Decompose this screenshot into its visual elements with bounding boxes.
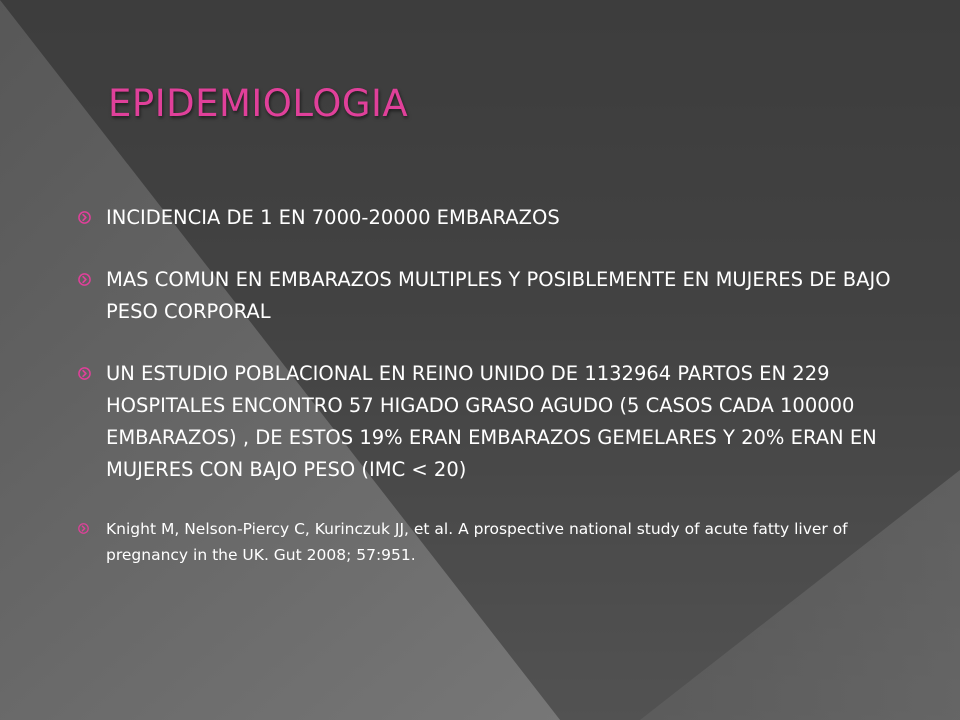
bullet-text: UN ESTUDIO POBLACIONAL EN REINO UNIDO DE 1132964 PARTOS EN 229 HOSPITALES ENCONTRO 57 HIGADO GRASO AGUDO (5 CASOS CADA 100000 EMBARAZOS) , DE ESTOS 19% ERAN EMBARAZOS GEMELARES Y 20% ERAN EN MUJERES CON BAJO PESO (IMC < 20) [106, 362, 877, 481]
circled-chevron-right-icon [78, 273, 91, 286]
reference-text: Knight M, Nelson-Piercy C, Kurinczuk JJ, et al. A prospective national study of acute fatty liver of pregnancy in the UK. Gut 2008; 57:951. [106, 520, 848, 564]
bullet-item [78, 358, 898, 486]
circled-chevron-right-icon [78, 523, 89, 534]
circled-chevron-right-icon [78, 211, 91, 224]
bullet-text: INCIDENCIA DE 1 EN 7000-20000 EMBARAZOS [106, 206, 560, 229]
bullet-item [78, 264, 898, 328]
bullet-item-reference [78, 516, 898, 568]
circled-chevron-right-icon [78, 367, 91, 380]
bullet-list [78, 202, 898, 598]
slide-title: EPIDEMIOLOGIA [108, 82, 409, 125]
bullet-text: MAS COMUN EN EMBARAZOS MULTIPLES Y POSIBLEMENTE EN MUJERES DE BAJO PESO CORPORAL [106, 268, 891, 323]
bullet-item [78, 202, 898, 234]
